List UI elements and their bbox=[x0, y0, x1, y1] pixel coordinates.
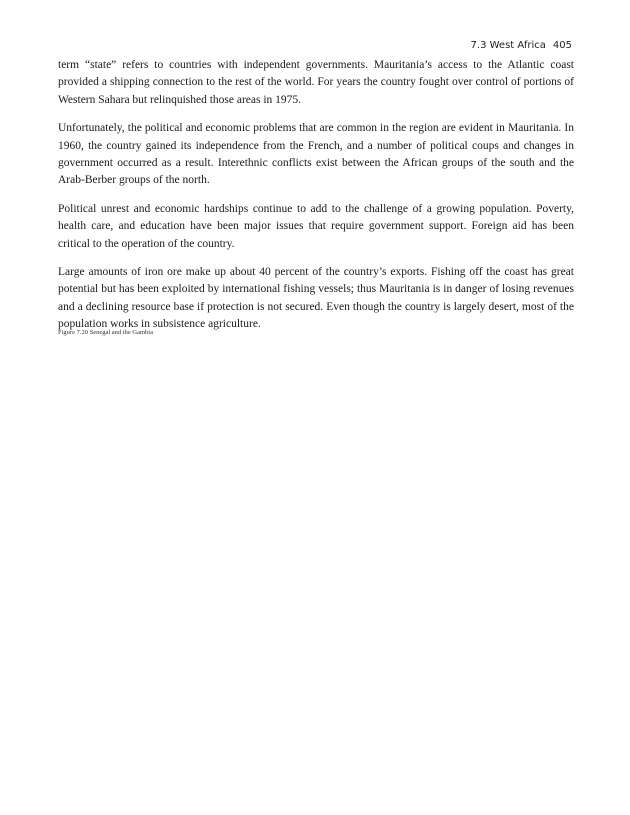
running-header bbox=[471, 40, 572, 51]
paragraph: term “state” refers to countries with independent governments. Mauritania’s access to the Atlantic coast provided a shipping connection to the rest of the world. For years the country fought over control of portions of Western Sahara but relinquished those areas in 1975. bbox=[58, 59, 574, 106]
paragraph: Large amounts of iron ore make up about 40 percent of the country’s exports. Fishing off the coast has great potential but has been exploited by international fishing vessels; thus Mauritania is in danger of losing revenues and a declining resource base if protection is not secured. Even though the country is largely desert, most of the population works in subsistence agriculture. bbox=[58, 266, 574, 331]
header-section-title: 7.3 West Africa bbox=[470, 40, 546, 51]
figure-caption: Figure 7.20 Senegal and the Gambia bbox=[58, 329, 153, 336]
paragraph: Political unrest and economic hardships continue to add to the challenge of a growing population. Poverty, health care, and education have been major issues that require government support. Foreign aid has been critical to the operation of the country. bbox=[58, 202, 574, 250]
body-text bbox=[58, 57, 574, 334]
paragraph: Unfortunately, the political and economic problems that are common in the region are evident in Mauritania. In 1960, the country gained its independence from the French, and a number of political coups and changes in government occurred as a result. Interethnic conflicts exist between the African groups of the south and the Arab-Berber groups of the north. bbox=[58, 122, 574, 187]
header-page-number: 405 bbox=[552, 40, 572, 51]
